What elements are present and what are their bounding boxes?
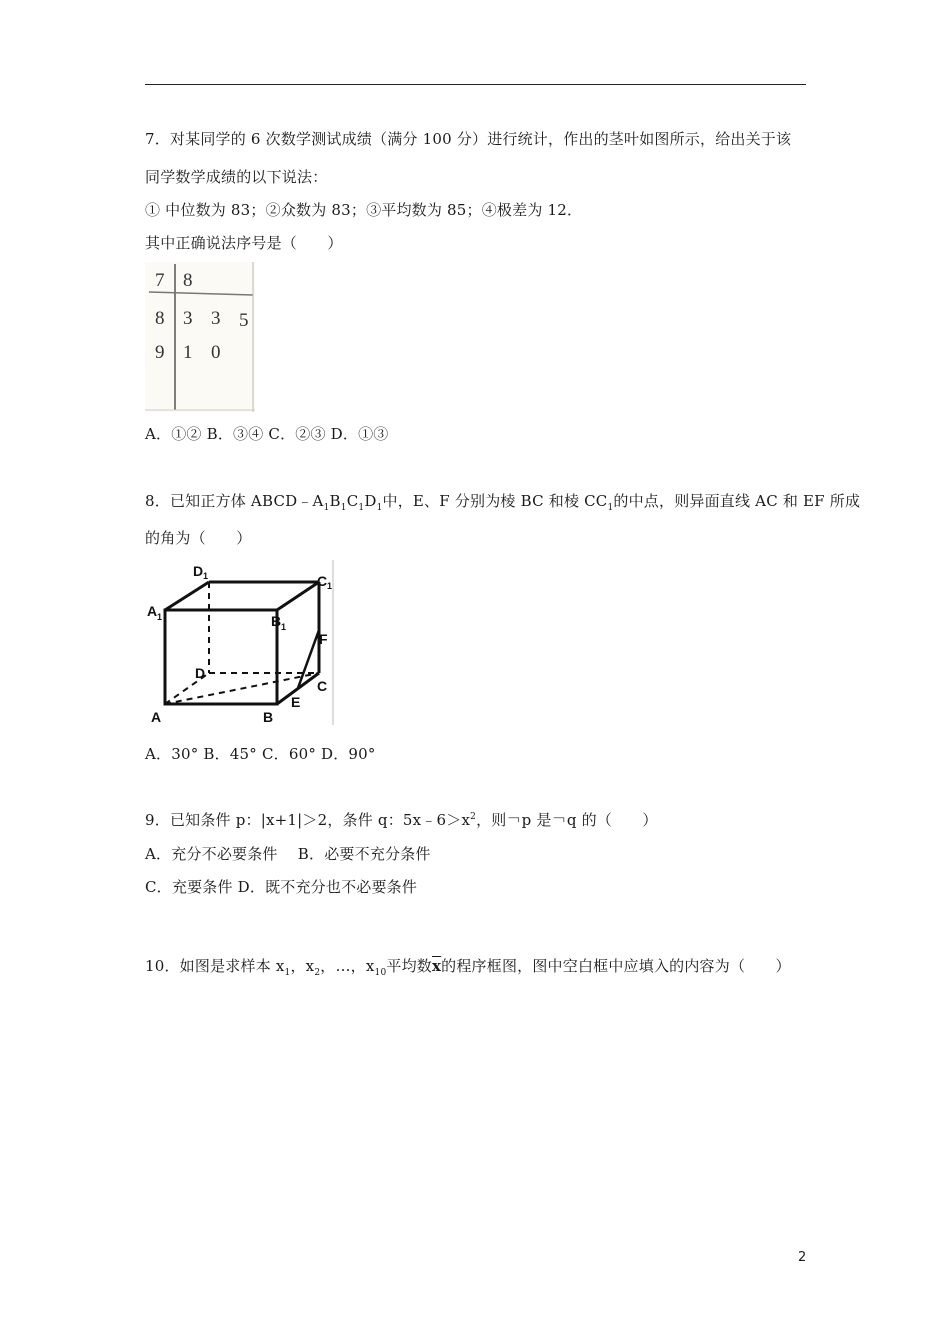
svg-text:1: 1: [203, 571, 209, 581]
q8-stem-line2: 的角为（ ）: [145, 529, 252, 547]
leaf-8-2: 5: [239, 310, 249, 331]
label-C1: C: [317, 573, 328, 589]
q7-stem-line2: 同学数学成绩的以下说法：: [145, 168, 328, 186]
label-B1: B: [271, 613, 282, 629]
stem-leaf-plot: [145, 262, 255, 412]
svg-text:1: 1: [327, 581, 333, 591]
leaf-8-1: 3: [211, 308, 221, 329]
q7-stem-line1: 7．对某同学的 6 次数学测试成绩（满分 100 分）进行统计，作出的茎叶如图所示，给出关于该: [145, 130, 792, 148]
leaf-7-0: 8: [183, 270, 193, 291]
svg-text:1: 1: [157, 612, 163, 622]
q10-stem: 10．如图是求样本 $x_1$，$x_2$，…，$x_{10}$平均数$\overline{x}$的程序框图，图中空白框中应填入的内容为（ ）: [145, 957, 791, 978]
leaf-8-0: 3: [183, 308, 193, 329]
q9-options-ab: A．充分不必要条件 B．必要不充分条件: [145, 845, 431, 863]
stem-8: 8: [155, 308, 165, 329]
label-D1: D: [193, 563, 204, 579]
q7-prompt: 其中正确说法序号是（ ）: [145, 234, 343, 252]
q9-options-cd: C．充要条件 D．既不充分也不必要条件: [145, 878, 418, 896]
q7-options: A．①② B．③④ C．②③ D．①③: [145, 425, 389, 443]
q9-stem: 9．已知条件 p：|x+1|＞2，条件 q：$5x﹣6>x^2$，则￢p 是￢q 的（ ）: [145, 811, 658, 829]
label-A1: A: [147, 603, 158, 619]
q8-options: A．30° B．45° C．60° D．90°: [145, 745, 376, 763]
cube-diagram: [145, 560, 337, 728]
page-number: 2: [798, 1250, 807, 1265]
label-D: D: [195, 665, 206, 681]
label-F: F: [319, 631, 328, 647]
stem-9: 9: [155, 342, 165, 363]
label-E: E: [291, 694, 301, 710]
svg-text:1: 1: [281, 622, 287, 632]
stem-7: 7: [155, 270, 165, 291]
leaf-9-0: 1: [183, 342, 193, 363]
leaf-9-1: 0: [211, 342, 221, 363]
label-B: B: [263, 709, 274, 725]
label-C: C: [317, 678, 328, 694]
q7-statements: ① 中位数为 83；②众数为 83；③平均数为 85；④极差为 12．: [145, 201, 583, 219]
q8-stem-line1: 8．已知正方体 $ABCD﹣A_1B_1C_1D_1$中，E、F 分别为棱 BC 和棱 $CC_1$的中点，则异面直线 AC 和 EF 所成: [145, 492, 861, 513]
header-rule: [145, 84, 806, 85]
label-A: A: [151, 709, 162, 725]
